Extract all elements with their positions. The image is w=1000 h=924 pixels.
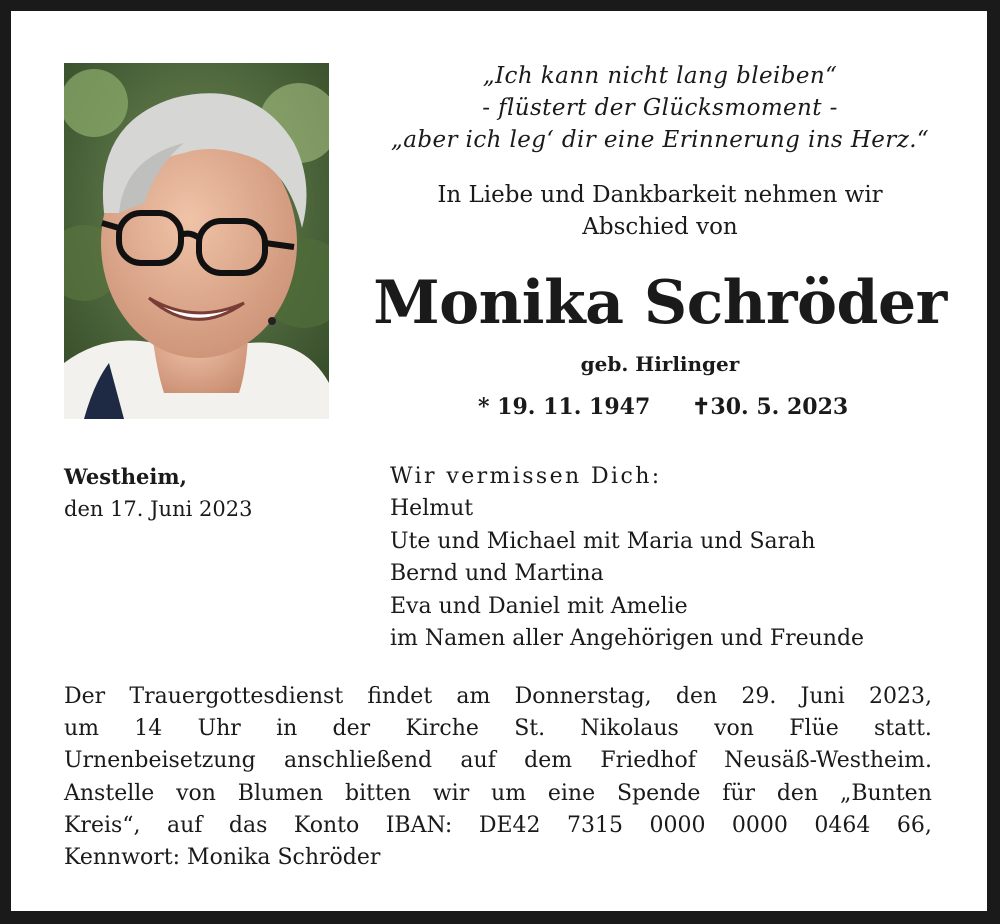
info-word: bitten: [345, 780, 412, 806]
info-word: anschließend: [284, 748, 433, 774]
info-word: DE42: [478, 812, 541, 838]
info-word: das: [228, 812, 268, 838]
info-word: 66,: [896, 812, 932, 838]
info-word: 2023,: [868, 684, 932, 709]
info-word: 0000: [649, 812, 706, 838]
deceased-name: Monika Schröder: [373, 268, 947, 338]
service-info-line: Kennwort: Monika Schröder: [64, 845, 381, 871]
info-word: wir: [432, 780, 470, 806]
mourner-line: Bernd und Martina: [390, 561, 604, 587]
place-date-line: den 17. Juni 2023: [64, 497, 253, 521]
info-word: von: [714, 716, 754, 742]
info-word: Spende: [616, 780, 701, 806]
info-word: Der: [64, 684, 106, 709]
info-word: IBAN:: [385, 812, 453, 838]
info-word: St.: [514, 716, 546, 742]
info-word: am: [456, 684, 491, 709]
quote-line: - flüstert der Glücksmoment -: [482, 95, 838, 121]
info-word: findet: [367, 684, 433, 709]
death-date: ✝30. 5. 2023: [692, 394, 849, 420]
mourner-line: Ute und Michael mit Maria und Sarah: [390, 528, 816, 554]
info-word: 14: [134, 716, 163, 742]
info-word: dem: [524, 748, 573, 774]
intro-line: In Liebe und Dankbarkeit nehmen wir: [437, 182, 883, 208]
info-word: der: [332, 716, 371, 742]
info-word: Konto: [293, 812, 360, 838]
info-word: von: [176, 780, 216, 806]
service-info-line: [64, 810, 932, 842]
info-word: um: [491, 780, 527, 806]
info-word: 0464: [814, 812, 871, 838]
info-word: 7315: [566, 812, 623, 838]
info-word: Anstelle: [64, 780, 155, 806]
birth-name: geb. Hirlinger: [580, 352, 740, 376]
info-word: Kirche: [405, 716, 479, 742]
obituary-card: [11, 11, 987, 911]
info-word: Blumen: [237, 780, 324, 806]
info-word: auf: [460, 748, 496, 774]
quote-block: [351, 60, 969, 156]
info-word: Urnenbeisetzung: [64, 748, 256, 774]
info-word: 29.: [741, 684, 777, 709]
info-word: „Bunten: [839, 780, 932, 806]
info-word: Neusäß-Westheim.: [724, 748, 932, 774]
service-info-line: [64, 778, 932, 810]
mourner-line: im Namen aller Angehörigen und Freunde: [390, 626, 865, 652]
info-word: eine: [547, 780, 596, 806]
info-word: 0000: [731, 812, 788, 838]
info-word: Nikolaus: [580, 716, 679, 742]
quote-line: „Ich kann nicht lang bleiben“: [482, 63, 838, 89]
mourner-line: Eva und Daniel mit Amelie: [390, 593, 688, 619]
info-word: Friedhof: [600, 748, 696, 774]
portrait-photo: [64, 63, 329, 419]
quote-line: „aber ich leg‘ dir eine Erinnerung ins Herz.“: [390, 127, 930, 153]
info-word: Juni: [800, 684, 845, 709]
mourners-heading: Wir vermissen Dich:: [390, 464, 662, 489]
info-word: für: [722, 780, 756, 806]
info-word: in: [276, 716, 298, 742]
info-word: den: [776, 780, 819, 806]
info-word: Flüe: [789, 716, 839, 742]
info-word: um: [64, 716, 100, 742]
service-info-line: [64, 745, 932, 777]
info-word: den: [675, 684, 718, 709]
place-date: [64, 461, 252, 525]
info-word: Donnerstag,: [514, 684, 652, 709]
intro-line: Abschied von: [582, 214, 738, 240]
service-info-line: [64, 713, 932, 745]
intro-text: [351, 179, 969, 243]
info-word: Uhr: [197, 716, 241, 742]
info-word: auf: [167, 812, 203, 838]
birth-date: * 19. 11. 1947: [478, 394, 651, 420]
place-town: Westheim,: [64, 464, 187, 489]
mourners-list: [390, 461, 864, 655]
service-info: [64, 681, 932, 874]
info-word: Trauergottesdienst: [129, 684, 344, 709]
info-word: statt.: [874, 716, 932, 742]
mourner-line: Helmut: [390, 496, 474, 522]
service-info-line: [64, 681, 932, 713]
info-word: Kreis“,: [64, 812, 141, 838]
